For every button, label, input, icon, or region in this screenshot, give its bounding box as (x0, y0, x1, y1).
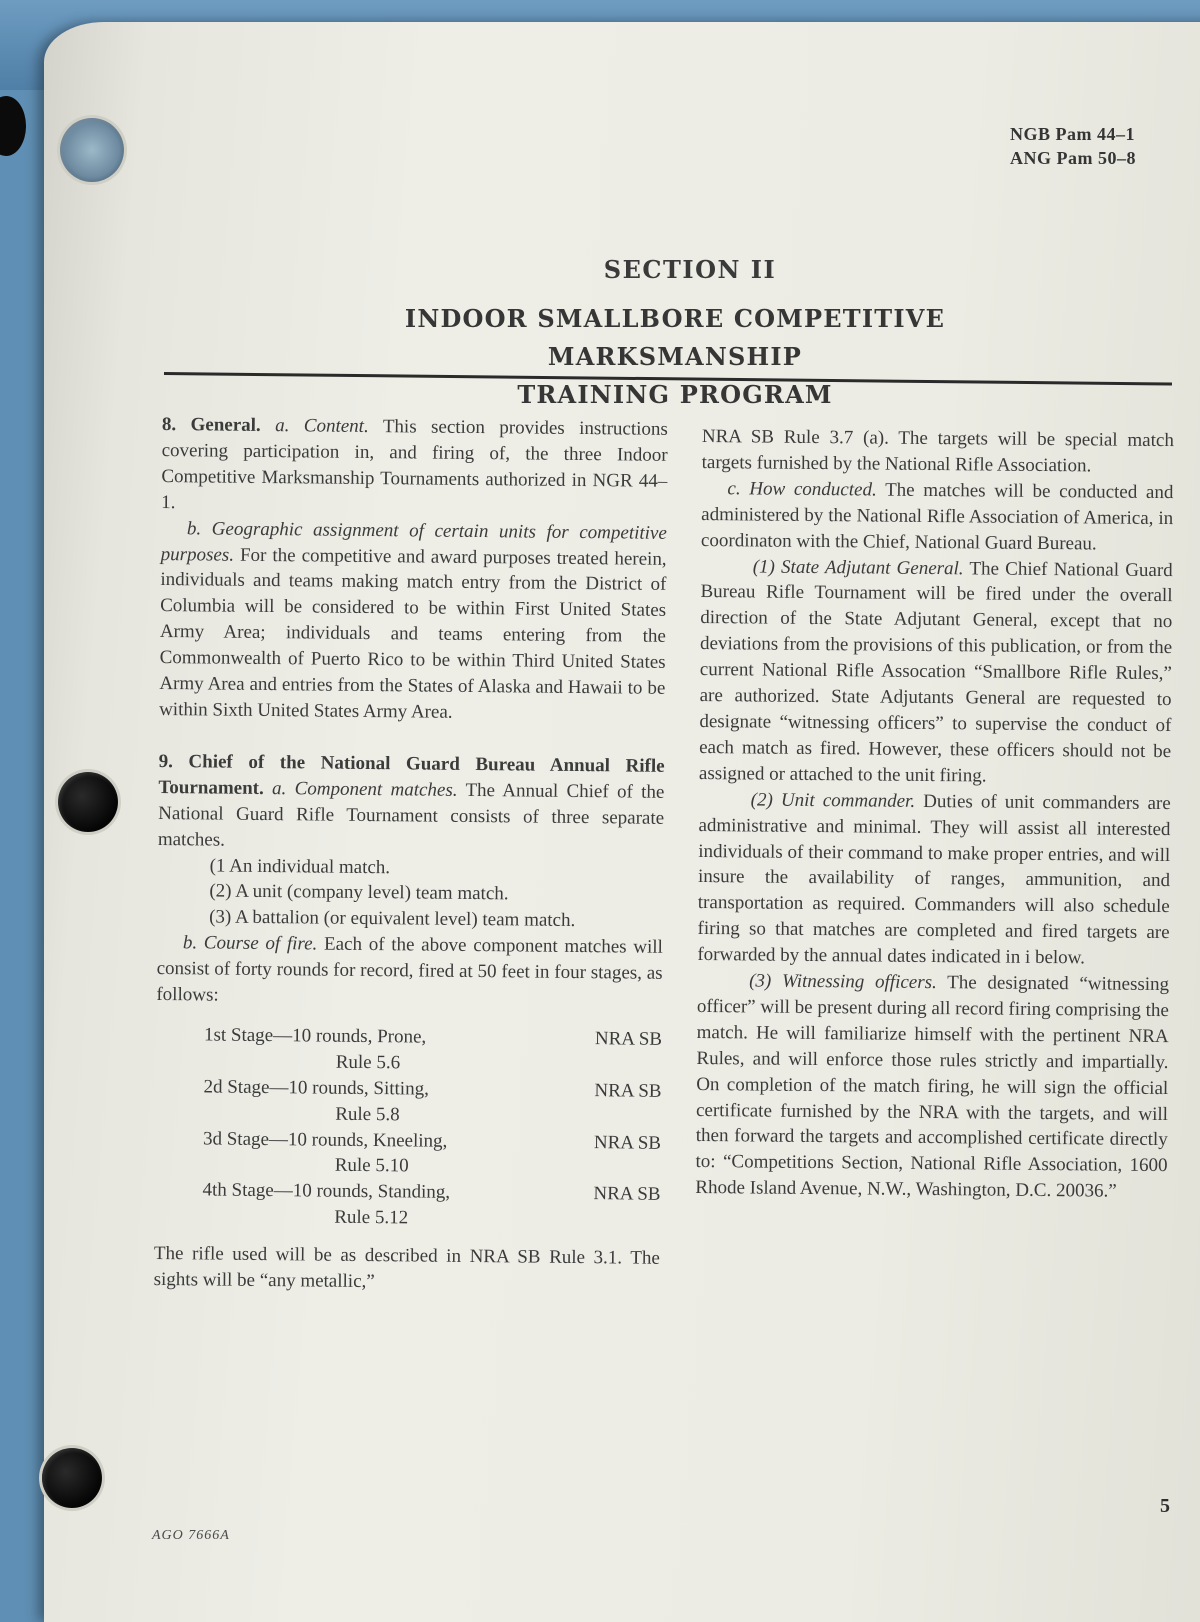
section-title (280, 300, 1070, 414)
paragraph-9c2-text: Duties of unit commanders are administrative and minimal. They will assist all interested individuals of their command to make proper entries, and will insure the availability of ranges, ammunition, and transportation as required. Commanders will also schedule firing so that matches are completed and fired targets are forwarded by the annual dates indicated in i below. (697, 790, 1171, 969)
stage-item (203, 1074, 661, 1130)
paragraph-9c1 (699, 554, 1173, 791)
paragraph-9c1-label: (1) State Adjutant General. (752, 555, 964, 579)
paragraph-9c (701, 476, 1174, 558)
match-item-3-text: (3) A battalion (or equivalent level) team match. (209, 906, 576, 932)
stage-rule: Rule 5.8 (335, 1103, 400, 1125)
stage-name: 2d Stage—10 rounds, Sitting, (203, 1076, 429, 1100)
stage-rule: Rule 5.10 (334, 1155, 409, 1177)
paragraph-9c3-label: (3) Witnessing officers. (749, 970, 937, 994)
continued-text: NRA SB Rule 3.7 (a). The targets will be special match targets furnished by the National Rifle Association. (701, 425, 1174, 477)
paragraph-8a-label: a. Content. (275, 415, 369, 437)
ago-code: AGO 7666A (152, 1528, 230, 1543)
section-label: SECTION II (603, 255, 777, 284)
paragraph-9c3 (695, 968, 1169, 1205)
paragraph-9b (156, 930, 663, 1013)
page-number: 5 (1160, 1495, 1170, 1517)
paragraph-9c1-text: The Chief National Guard Bureau Rifle Tournament will be fired under the overall direction of the State Adjutant General, except that no deviations from the provisions of this publication, or from the current National Rifle Assocation “Smallbore Rifle Rules,” are authorized. State Adjutants General are requested to designate “witnessing officers” to supervise the conduct of each match as fired. However, these officers should not be assigned or attached to the unit firing. (698, 557, 1173, 787)
paragraph-8b-text: For the competitive and award purposes treated herein, individuals and teams making match entry from the District of Columbia will be considered to be within First United States Army Area; individuals and teams entering from the Commonwealth of Puerto Rico to be within Third United States Army Area and entries from the States of Alaska and Hawaii to be within Sixth United States Army Area. (159, 544, 667, 723)
doc-id-ang: ANG Pam 50–8 (1010, 148, 1136, 168)
paragraph-9a-label: a. Component matches. (271, 777, 458, 801)
stage-name: 1st Stage—10 rounds, Prone, (203, 1024, 427, 1048)
stage-sb: NRA SB (593, 1183, 661, 1206)
stage-item (203, 1126, 661, 1182)
paragraph-8b-label: b. Geographic assignment of certain units for competitive purposes. (160, 517, 667, 566)
stage-item (202, 1178, 660, 1234)
rifle-paragraph: The rifle used will be as described in NRA SB Rule 3.1. The sights will be “any metallic,” (153, 1243, 660, 1293)
paragraph-9-heading: 9. Chief of the National Guard Bureau Annual Rifle Tournament. (158, 750, 665, 799)
section-title-line-2: TRAINING PROGRAM (517, 380, 833, 409)
stage-rule: Rule 5.6 (335, 1051, 401, 1074)
match-item-2: (2) A unit (company level) team match. (209, 880, 509, 905)
match-item-1: (1 An individual match. (209, 854, 391, 878)
paragraph-9a (158, 749, 665, 857)
paragraph-9b-text: Each of the above component matches will consist of forty rounds for record, fired at 50 feet in four stages, as follows: (156, 933, 663, 1006)
paragraph-9b-label: b. Course of fire. (182, 932, 318, 955)
left-column (154, 412, 668, 1298)
paragraph-9c-text: The matches will be conducted and administered by the National Rifle Association of America, in coordinaton with the Chief, National Guard Bureau. (700, 479, 1174, 555)
paragraph-8-heading: 8. General. (161, 413, 261, 436)
stage-sb: NRA SB (593, 1131, 662, 1154)
doc-id-ngb: NGB Pam 44–1 (1010, 124, 1135, 144)
paragraph-8a (161, 412, 668, 520)
section-title-line-1: INDOOR SMALLBORE COMPETITIVE MARKSMANSHIP (404, 304, 946, 371)
paragraph-8b (159, 516, 667, 728)
paragraph-9c2-label: (2) Unit commander. (750, 789, 916, 812)
paragraph-9c-label: c. How conducted. (727, 478, 877, 501)
stage-sb: NRA SB (594, 1079, 662, 1102)
paragraph-9c2 (697, 787, 1171, 972)
stage-name: 4th Stage—10 rounds, Standing, (202, 1179, 451, 1204)
paragraph-9a-text: The Annual Chief of the National Guard Rifle Tournament consists of three separate matches. (157, 779, 665, 851)
stage-rule: Rule 5.12 (334, 1206, 409, 1229)
stage-item (204, 1022, 662, 1078)
paragraph-8a-text: This section provides instructions covering participation in, and firing of, the three Indoor Competitive Marksmanship Tournaments authorized in NGR 44–1. (161, 416, 668, 513)
stage-list (154, 1022, 662, 1234)
paragraph-9c3-text: The designated “witnessing officer” will be present during all record firing comprising the match. He will familiarize himself with the pertinent NRA Rules, and will enforce those rules strictly and impartially. On completion of the match firing, he will sign the official certificate furnished by the NRA with the targets, and will then forward the targets and accomplished certificate directly to: “Competitions Section, National Rifle Association, 1600 Rhode Island Avenue, N.W., Washington, D.C. 20036.” (695, 972, 1170, 1202)
stage-name: 3d Stage—10 rounds, Kneeling, (202, 1127, 448, 1152)
document-identifier (1010, 122, 1182, 170)
right-column (695, 424, 1174, 1205)
stage-sb: NRA SB (594, 1028, 663, 1050)
